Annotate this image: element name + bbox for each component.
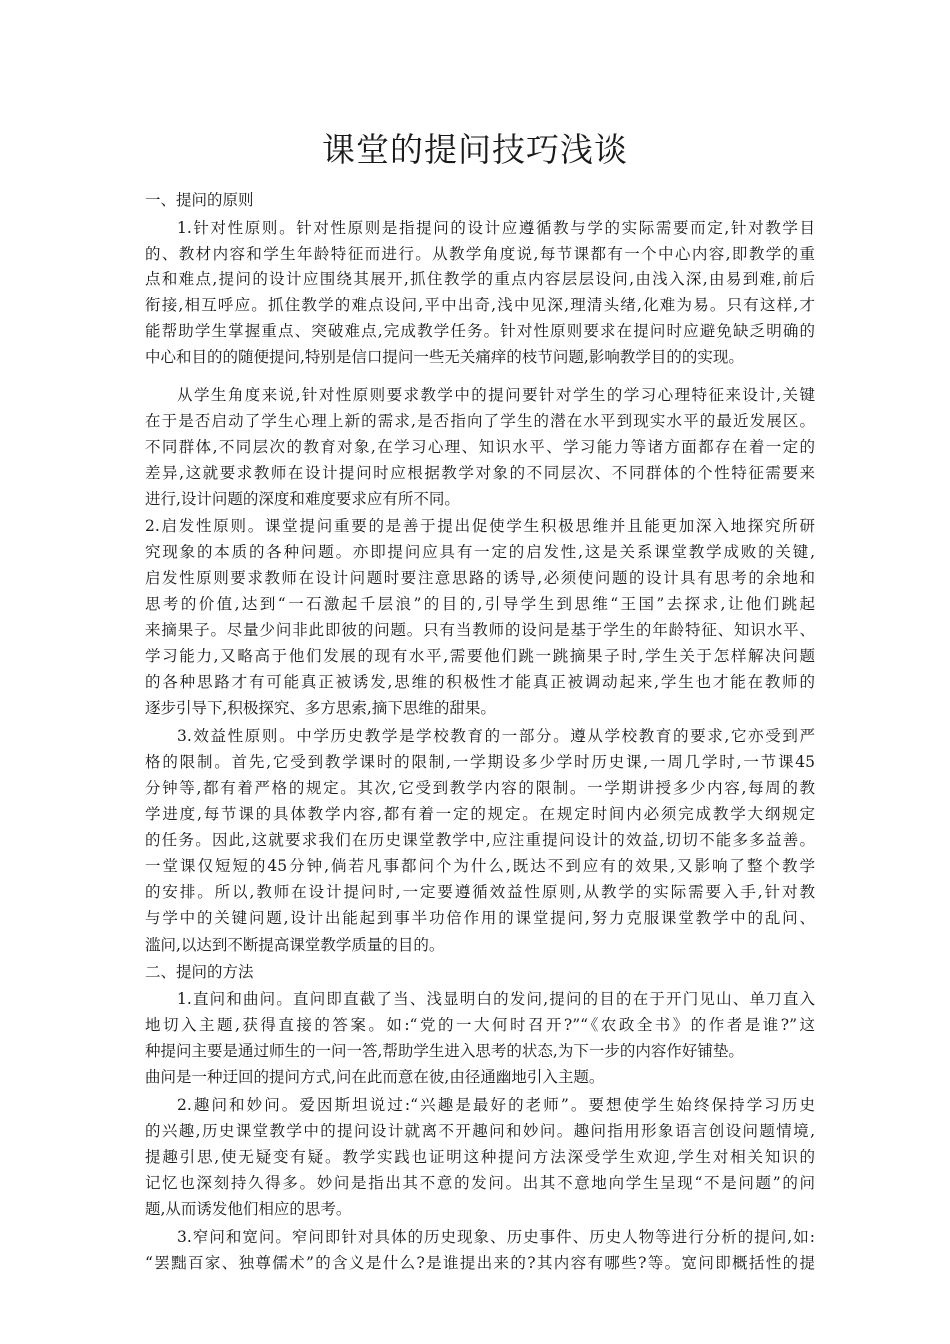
text-line: 2.趣问和妙问。爱因斯坦说过:“兴趣是最好的老师”。要想使学生始终保持学习历史 — [177, 1096, 815, 1114]
text-line: 曲问是一种迂回的提问方式,问在此而意在彼,由径通幽地引入主题。 — [145, 1068, 605, 1086]
text-line: 题,从而诱发他们相应的思考。 — [145, 1200, 352, 1218]
text-line: 究现象的本质的各种问题。亦即提问应具有一定的启发性,这是关系课堂教学成败的关键, — [145, 543, 815, 561]
text-line: 1.直问和曲问。直问即直截了当、浅显明白的发问,提问的目的在于开门见山、单刀直入 — [177, 990, 815, 1008]
text-line: 能帮助学生掌握重点、突破难点,完成教学任务。针对性原则要求在提问时应避免缺乏明确的 — [145, 322, 815, 340]
text-line: “罢黜百家、独尊儒术”的含义是什么?是谁提出来的?其内容有哪些?等。宽问即概括性的提 — [145, 1254, 815, 1272]
text-line: 的任务。因此,这就要求我们在历史课堂教学中,应注重提问设计的效益,切切不能多多益善。 — [145, 831, 815, 849]
text-line: 地切入主题,获得直接的答案。如:“党的一大何时召开?”“《农政全书》的作者是谁?”这 — [145, 1016, 815, 1034]
text-line: 3.效益性原则。中学历史教学是学校教育的一部分。遵从学校教育的要求,它亦受到严 — [177, 727, 815, 745]
text-line: 记忆也深刻持久得多。妙问是指出其不意的发问。出其不意地向学生呈现“不是问题”的问 — [145, 1174, 815, 1192]
text-line: 提趣引思,使无疑变有疑。教学实践也证明这种提问方法深受学生欢迎,学生对相关知识的 — [145, 1148, 815, 1166]
text-line: 来摘果子。尽量少问非此即彼的问题。只有当教师的设问是基于学生的年龄特征、知识水平、 — [145, 621, 815, 639]
text-line: 3.窄问和宽问。窄问即针对具体的历史现象、历史事件、历史人物等进行分析的提问,如: — [177, 1228, 815, 1246]
text-line: 分钟等,都有着严格的规定。其次,它受到教学内容的限制。一学期讲授多少内容,每周的教 — [145, 779, 815, 797]
text-line: 一、提问的原则 — [145, 191, 254, 209]
text-line: 滥问,以达到不断提高课堂教学质量的目的。 — [145, 936, 445, 954]
text-line: 学进度,每节课的具体教学内容,都有着一定的规定。在规定时间内必须完成教学大纲规定 — [145, 805, 815, 823]
text-line: 的各种思路才有可能真正被诱发,思维的积极性才能真正被调动起来,学生也才能在教师的 — [145, 673, 815, 691]
text-line: 衔接,相互呼应。抓住教学的难点设问,平中出奇,浅中见深,理清头绪,化难为易。只有这样,才 — [145, 296, 815, 314]
text-line: 不同群体,不同层次的教育对象,在学习心理、知识水平、学习能力等诸方面都存在着一定的 — [145, 438, 815, 456]
text-line: 点和难点,提问的设计应围绕其展开,抓住教学的重点内容层层设问,由浅入深,由易到难,前后 — [145, 270, 815, 288]
text-line: 学习能力,又略高于他们发展的现有水平,需要他们跳一跳摘果子时,学生关于怎样解决问题 — [145, 647, 815, 665]
text-line: 启发性原则要求教师在设计问题时要注意思路的诱导,必须使问题的设计具有思考的余地和 — [145, 569, 815, 587]
text-line: 中心和目的的随便提问,特别是信口提问一些无关痛痒的枝节问题,影响教学目的的实现。 — [145, 348, 744, 366]
text-line: 思考的价值,达到“一石激起千层浪”的目的,引导学生到思维“王国”去探求,让他们跳起 — [145, 595, 815, 613]
text-line: 1.针对性原则。针对性原则是指提问的设计应遵循教与学的实际需要而定,针对教学目 — [177, 219, 815, 237]
text-line: 逐步引导下,积极探究、多方思索,摘下思维的甜果。 — [145, 699, 496, 717]
text-line: 与学中的关键问题,设计出能起到事半功倍作用的课堂提问,努力克服课堂教学中的乱问、 — [145, 909, 815, 927]
text-line: 2.启发性原则。课堂提问重要的是善于提出促使学生积极思维并且能更加深入地探究所研 — [145, 517, 815, 535]
text-line: 种提问主要是通过师生的一问一答,帮助学生进入思考的状态,为下一步的内容作好铺垫。 — [145, 1042, 744, 1060]
text-line: 一堂课仅短短的45分钟,倘若凡事都问个为什么,既达不到应有的效果,又影响了整个教学 — [145, 857, 815, 875]
text-line: 进行,设计问题的深度和难度要求应有所不同。 — [145, 490, 460, 508]
text-line: 在于是否启动了学生心理上新的需求,是否指向了学生的潜在水平到现实水平的最近发展区。 — [145, 412, 815, 430]
document-title: 课堂的提问技巧浅谈 — [322, 130, 628, 169]
text-line: 的安排。所以,教师在设计提问时,一定要遵循效益性原则,从教学的实际需要入手,针对教 — [145, 883, 815, 901]
text-line: 的兴趣,历史课堂教学中的提问设计就离不开趣问和妙问。趣问指用形象语言创设问题情境, — [145, 1122, 815, 1140]
text-line: 从学生角度来说,针对性原则要求教学中的提问要针对学生的学习心理特征来设计,关键 — [177, 386, 815, 404]
text-line: 差异,这就要求教师在设计提问时应根据教学对象的不同层次、不同群体的个性特征需要来 — [145, 464, 815, 482]
text-line: 格的限制。首先,它受到教学课时的限制,一学期设多少学时历史课,一周几学时,一节课45 — [145, 753, 815, 771]
text-line: 二、提问的方法 — [145, 963, 254, 981]
text-line: 的、教材内容和学生年龄特征而进行。从教学角度说,每节课都有一个中心内容,即教学的重 — [145, 245, 815, 263]
